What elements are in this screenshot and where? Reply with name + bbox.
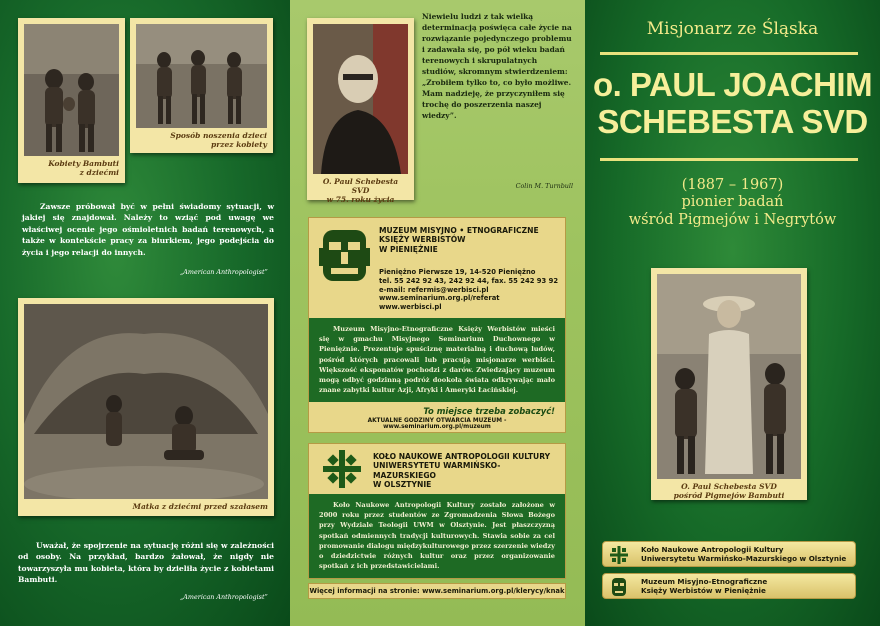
quote-1-attribution: „American Anthropologist” xyxy=(180,268,268,276)
museum-email[interactable]: e-mail: refermis@werbisci.pl xyxy=(379,285,489,294)
cover-title: o. PAUL JOACHIM SCHEBESTA SVD xyxy=(592,66,873,141)
kolo-pill-icon xyxy=(609,545,629,565)
museum-address: Pieniężno Pierwsze 19, 14-520 Pieniężno xyxy=(379,268,536,276)
kolo-description: Koło Naukowe Antropologii Kultury zostało założone w 2000 roku przez studentów ze Zgromadzenia Słowa Bożego przy Wydziale Teologii UWM w Olsztynie. Jest płaszczyzną spotkań odmiennych tradycji kulturowych. Stawia sobie za cel promowanie dialogu międzykulturowego przez szerzenie wiedzy o dziedzictwie różnych kultur oraz przez organizowanie spotkań z ich przedstawicielami. xyxy=(309,494,565,578)
museum-hours-link[interactable]: AKTUALNE GODZINY OTWARCIA MUZEUM - www.seminarium.org.pl/muzeum xyxy=(367,417,507,430)
museum-tagline: To miejsce trzeba zobaczyć! xyxy=(423,405,555,416)
museum-website-referat[interactable]: www.seminarium.org.pl/referat xyxy=(379,294,500,303)
museum-pill-mask-icon xyxy=(609,577,629,597)
museum-box-header xyxy=(309,218,565,318)
photo-schebesta-portrait xyxy=(313,24,408,174)
portrait-caption: O. Paul Schebesta SVD w 75. roku życia xyxy=(322,177,399,204)
photo-carrying-children-caption: Sposób noszenia dzieci przez kobiety xyxy=(170,131,267,149)
museum-pill-text: Muzeum Misyjno-Etnograficzne Księży Werbistów w Pieniężnie xyxy=(641,577,768,596)
photo-schebesta-pygmies-caption: O. Paul Schebesta SVD pośród Pigmejów Bambuti xyxy=(673,482,785,500)
kolo-box-header xyxy=(309,444,565,494)
cover-years: (1887 – 1967) xyxy=(681,177,784,193)
quote-2-attribution: „American Anthropologist” xyxy=(180,593,268,601)
cover-subtitle: Misjonarz ze Śląska xyxy=(646,19,819,39)
museum-description: Muzeum Misyjno-Etnograficzne Księży Werbistów mieści się w gmachu Misyjnego Seminarium Duchownego w Pieniężnie. Prezentuje spuściznę materialną i duchową ludów, pośród których pracowali lub pracują misjonarze werbiści. Większość eksponatów pochodzi z darów. Zwiedzający muzeum mogą odbyć godzinną podróż dookoła świata odkrywając mało znane zabytki kultur Azji, Afryki i Ameryki Łacińskiej. xyxy=(309,318,565,402)
museum-website-werbisci[interactable]: www.werbisci.pl xyxy=(379,303,442,312)
cover-dates-block xyxy=(585,177,880,229)
left-panel xyxy=(0,0,290,626)
museum-title: MUZEUM MISYJNO • ETNOGRAFICZNE KSIĘŻY WERBISTÓW W PIENIĘŻNIE xyxy=(379,226,539,254)
kolo-pill-text: Koło Naukowe Antropologii Kultury Uniwersytetu Warmińsko-Mazurskiego w Olsztynie xyxy=(641,545,847,564)
kolo-ornament-icon xyxy=(321,448,363,490)
turnbull-quote: Niewielu ludzi z tak wielką determinacją poświęca całe życie na rozwiązanie pojedynczego problemu i zadawała się, po pół wieku badań terenowych i skrupulatnych studiów, skromnym stwierdzeniem: „Zrobiłem tylko to, co było możliwe. Mam nadzieję, że przyczyniłem się trochę do poszerzenia naszej wiedzy”. xyxy=(422,12,572,120)
more-info-link[interactable]: Więcej informacji na stronie: www.seminarium.org.pl/klerycy/knak xyxy=(308,583,566,599)
photo-mother-hut-caption: Matka z dziećmi przed szałasem xyxy=(132,502,268,511)
title-rule-top xyxy=(600,52,858,55)
cover-line-1: pionier badań xyxy=(681,194,784,211)
kolo-title: KOŁO NAUKOWE ANTROPOLOGII KULTURY UNIWERSYTETU WARMIŃSKO-MAZURSKIEGO W OLSZTYNIE xyxy=(373,452,551,490)
museum-pill[interactable] xyxy=(602,573,856,599)
museum-contact xyxy=(379,268,565,312)
photo-card-bambuti-women xyxy=(18,18,125,183)
title-rule-bottom xyxy=(600,158,858,161)
kolo-pill[interactable] xyxy=(602,541,856,567)
museum-box xyxy=(308,217,566,433)
photo-bambuti-women-caption: Kobiety Bambuti z dziećmi xyxy=(48,159,119,177)
photo-card-schebesta-pygmies xyxy=(651,268,807,500)
turnbull-attribution: Colin M. Turnbull xyxy=(515,182,573,190)
quote-american-anthropologist-1: Zawsze próbował być w pełni świadomy sytuacji, w jakiej się znajdował. Należy to wziąć pod uwagę we właściwej ocenie jego ośmioletnich badań terenowych, a także w kontekście pracy za biurkiem, jego podejścia do życia i jego relacji do innych. xyxy=(22,202,274,257)
kolo-box xyxy=(308,443,566,579)
cover-line-2: wśród Pigmejów i Negrytów xyxy=(628,211,837,228)
photo-carrying-children xyxy=(136,24,267,128)
photo-bambuti-women xyxy=(24,24,119,156)
museum-phones: tel. 55 242 92 43, 242 92 44, fax. 55 242 93 92 xyxy=(379,276,559,285)
photo-schebesta-pygmies xyxy=(657,274,801,479)
museum-mask-icon xyxy=(317,228,372,283)
photo-card-portrait xyxy=(307,18,414,204)
photo-card-mother-hut xyxy=(18,298,274,516)
photo-card-carrying-children xyxy=(130,18,273,153)
photo-mother-hut xyxy=(24,304,268,499)
quote-american-anthropologist-2: Uważał, że spojrzenie na sytuację różni się w zależności od osoby. Na przykład, bardzo żałował, że nigdy nie towarzyszyła mu kobieta, która by dzieliła życie z kobietami Bambuti. xyxy=(18,541,274,585)
